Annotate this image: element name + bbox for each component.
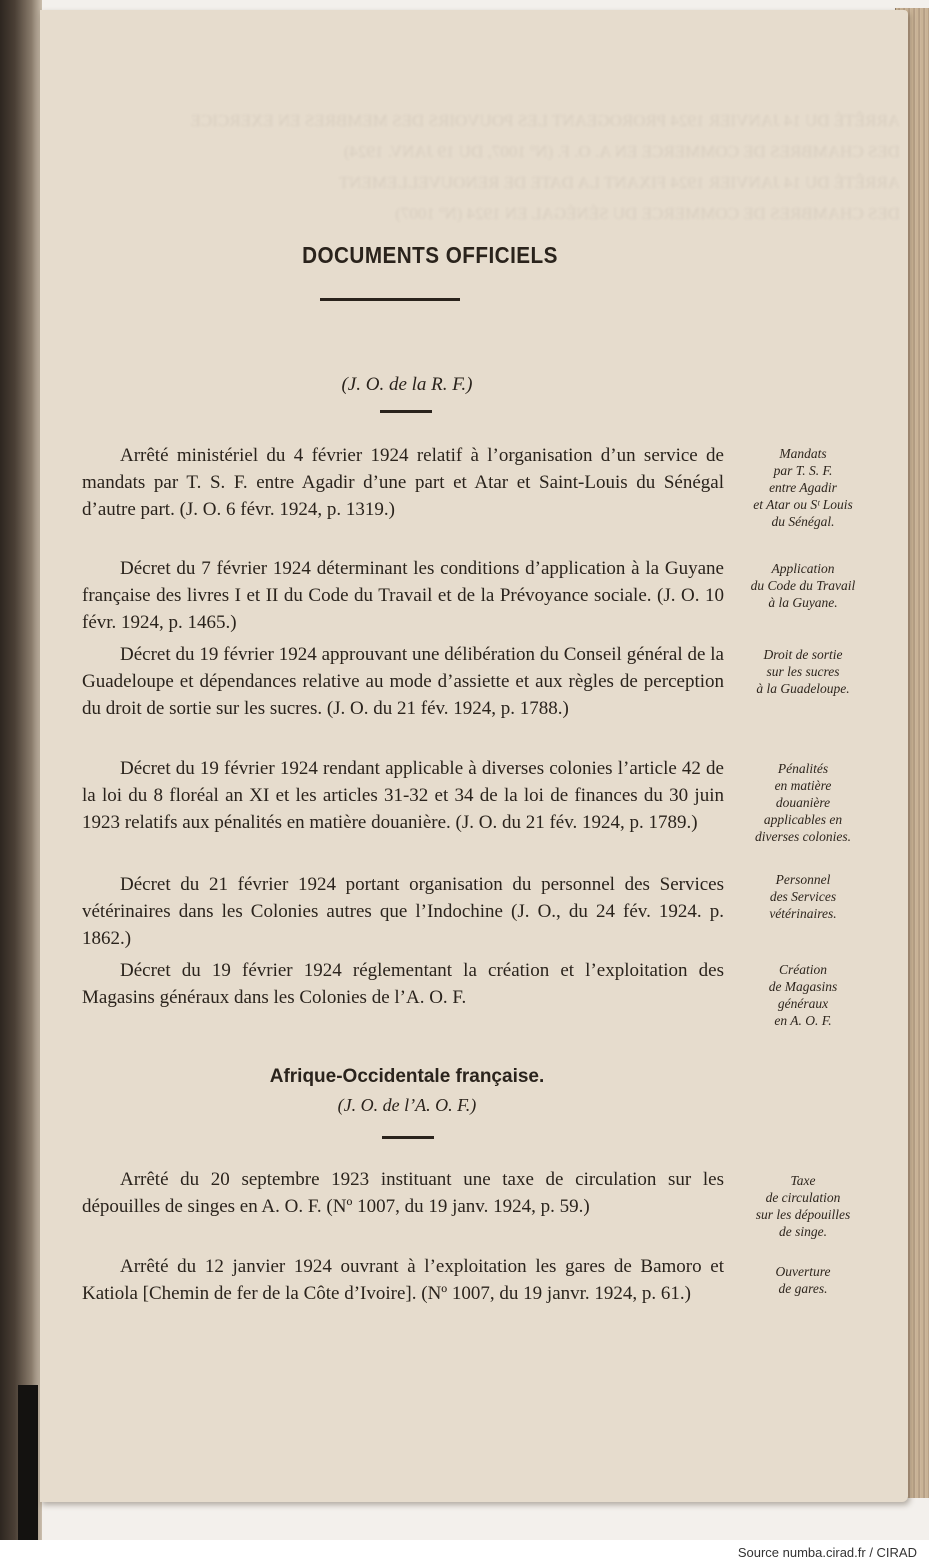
- margin-note: Droit de sortie sur les sucres à la Guadeloupe.: [756, 647, 850, 696]
- section-decree-paragraph: Arrêté du 12 janvier 1924 ouvrant à l’exploitation les gares de Bamoro et Katiola [Chemin de fer de la Côte d’Ivoire]. (Nº 1007, du 19 janvr. 1924, p. 61.): [82, 1256, 724, 1304]
- margin-note: Application du Code du Travail à la Guyane.: [750, 561, 856, 610]
- page-heading: DOCUMENTS OFFICIELS: [302, 242, 558, 268]
- source-line: (J. O. de la R. F.): [341, 374, 473, 395]
- section-source: (J. O. de l’A. O. F.): [337, 1095, 477, 1115]
- decree-paragraph: Décret du 21 février 1924 portant organisation du personnel des Services vétérinaires dans les Colonies autres que l’Indochine (J. O., du 24 fév. 1924. p. 1862.): [82, 874, 724, 949]
- decree-paragraph: Décret du 19 février 1924 rendant applicable à diverses colonies l’article 42 de la loi du 8 floréal an XI et les articles 31-32 et 34 de la loi de finances du 30 juin 1923 relatifs aux pénalités en matière douanière. (J. O. du 21 fév. 1924, p. 1789.): [82, 758, 724, 833]
- margin-note: Pénalités en matière douanière applicables en diverses colonies.: [755, 761, 851, 844]
- margin-note: Création de Magasins généraux en A. O. F.: [768, 962, 838, 1028]
- heading-rule: [320, 298, 460, 301]
- margin-note: Personnel des Services vétérinaires.: [769, 872, 837, 921]
- margin-note: Mandats par T. S. F. entre Agadir et Atar ou Sᵗ Louis du Sénégal.: [753, 446, 853, 529]
- decree-paragraph: Décret du 7 février 1924 déterminant les conditions d’application à la Guyane française des livres I et II du Code du Travail et de la Prévoyance sociale. (J. O. 10 févr. 1924, p. 1465.): [82, 558, 724, 633]
- decree-paragraph: Décret du 19 février 1924 réglementant la création et l’exploitation des Magasins généraux dans les Colonies de l’A. O. F.: [82, 960, 724, 1008]
- source-credit: Source numba.cirad.fr / CIRAD: [737, 1545, 917, 1560]
- section-rule: [382, 1136, 434, 1139]
- decree-paragraph: Décret du 19 février 1924 approuvant une délibération du Conseil général de la Guadeloupe et dépendances relative au mode d’assiette et aux règles de perception du droit de sortie sur les sucres. (J. O. du 21 fév. 1924, p. 1788.): [82, 644, 724, 719]
- section-decree-paragraph: Arrêté du 20 septembre 1923 instituant une taxe de circulation sur les dépouilles de singes en A. O. F. (Nº 1007, du 19 janv. 1924, p. 59.): [82, 1169, 724, 1217]
- bookmark-ribbon: [18, 1385, 38, 1540]
- source-rule: [380, 410, 432, 413]
- bleed-through-text: ARRÊTÉ DU 14 JANVIER 1924 PROROGEANT LES POUVOIRS DES MEMBRES EN EXERCICE DES CHAMBRES DE COMMERCE EN A. O. F. (Nº 1007, DU 19 JANV. 1924) ARRÊTÉ DU 14 JANVIER 1924 FIXANT LA DATE DE RENOUVELLEMENT DES CHAMBRES DE COMMERCE DU SÉNÉGAL EN 1924 (Nº 1007): [190, 111, 900, 223]
- section-title: Afrique-Occidentale française.: [269, 1066, 545, 1087]
- section-margin-note: Taxe de circulation sur les dépouilles de singe.: [755, 1173, 851, 1239]
- decree-paragraph: Arrêté ministériel du 4 février 1924 relatif à l’organisation d’un service de mandats par T. S. F. entre Agadir d’une part et Atar et Saint-Louis du Sénégal d’autre part. (J. O. 6 févr. 1924, p. 1319.): [82, 445, 724, 520]
- section-margin-note: Ouverture de gares.: [775, 1264, 831, 1296]
- book-binding: [0, 0, 42, 1540]
